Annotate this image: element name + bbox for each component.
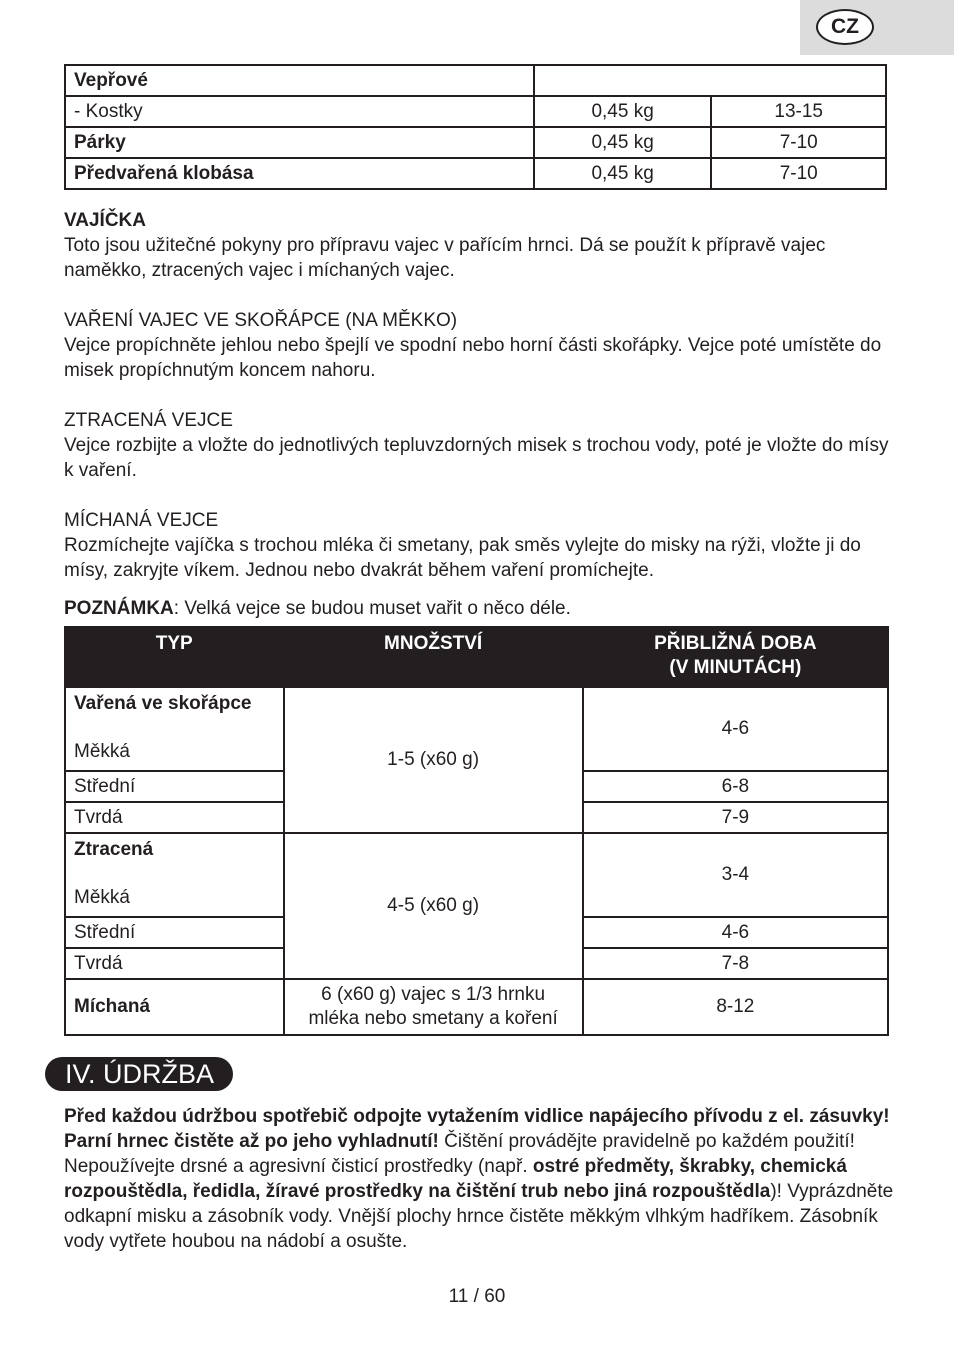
meat-name: Předvařená klobása — [65, 158, 534, 189]
maintenance-forbidden-items: ostré předměty, škrabky, chemická rozpouštědla, ředidla, žíravé prostředky na čištění trub nebo jiná rozpouštědla — [64, 1156, 847, 1202]
header-quantity: MNOŽSTVÍ — [284, 627, 583, 687]
maintenance-heading: IV. ÚDRŽBA — [45, 1057, 233, 1091]
meat-cooking-table — [64, 64, 887, 190]
table-row — [65, 127, 886, 158]
egg-type: Míchaná — [65, 979, 284, 1035]
header-type: TYP — [65, 627, 284, 687]
scrambled-heading: MÍCHANÁ VEJCE — [64, 510, 219, 531]
egg-group-label: Ztracená — [74, 839, 154, 860]
egg-type: Střední — [65, 917, 284, 948]
meat-name: Vepřové — [65, 65, 534, 96]
egg-type-cell — [65, 833, 284, 917]
scrambled-section — [64, 508, 894, 583]
soft-boiled-text: Vejce propíchněte jehlou nebo špejlí ve spodní nebo horní části skořápky. Vejce poté umístěte do misek propíchnutým koncem nahoru. — [64, 335, 882, 381]
egg-quantity-line2: mléka nebo smetany a koření — [308, 1008, 558, 1029]
egg-quantity — [284, 979, 583, 1035]
note — [64, 596, 894, 621]
egg-time: 8-12 — [583, 979, 888, 1035]
note-text: : Velká vejce se budou muset vařit o něco déle. — [173, 598, 571, 619]
egg-time: 7-9 — [583, 802, 888, 833]
maintenance-text-end: )! Vyprázdněte odkapní misku a zásobník vody. Vnější plochy hrnce čistěte měkkým vlhkým hadříkem. Zásobník vody vytřete houbou na nádobí a osušte. — [64, 1181, 894, 1252]
egg-time: 3-4 — [583, 833, 888, 917]
meat-name: Párky — [65, 127, 534, 158]
egg-cooking-table — [64, 626, 889, 1036]
table-row — [65, 158, 886, 189]
poached-text: Vejce rozbijte a vložte do jednotlivých tepluvzdorných misek s trochou vody, poté je vložte do mísy k vaření. — [64, 435, 889, 481]
header-time-line2: (V MINUTÁCH) — [669, 657, 802, 678]
header-time-line1: PŘIBLIŽNÁ DOBA — [654, 633, 817, 654]
eggs-intro-section — [64, 208, 894, 283]
egg-quantity: 1-5 (x60 g) — [284, 687, 583, 833]
egg-time: 6-8 — [583, 771, 888, 802]
maintenance-warning: Před každou údržbou spotřebič odpojte vytažením vidlice napájecího přívodu z el. zásuvky! Parní hrnec čistěte až po jeho vyhladnutí! — [64, 1106, 890, 1152]
soft-boiled-section — [64, 308, 894, 383]
egg-quantity: 4-5 (x60 g) — [284, 833, 583, 979]
scrambled-text: Rozmíchejte vajíčka s trochou mléka či smetany, pak směs vylejte do misky na rýži, vložte ji do mísy, zakryjte víkem. Jednou nebo dvakrát během vaření promíchejte. — [64, 535, 861, 581]
meat-time: 7-10 — [711, 127, 886, 158]
meat-empty-cell — [534, 65, 886, 96]
meat-weight: 0,45 kg — [534, 96, 712, 127]
language-tab — [800, 0, 954, 55]
language-badge: CZ — [816, 9, 874, 45]
poached-heading: ZTRACENÁ VEJCE — [64, 410, 233, 431]
egg-type: Střední — [65, 771, 284, 802]
meat-weight: 0,45 kg — [534, 127, 712, 158]
soft-boiled-heading: VAŘENÍ VAJEC VE SKOŘÁPCE (NA MĚKKO) — [64, 310, 458, 331]
eggs-heading: VAJÍČKA — [64, 210, 146, 231]
meat-time: 13-15 — [711, 96, 886, 127]
meat-weight: 0,45 kg — [534, 158, 712, 189]
egg-type: Tvrdá — [65, 948, 284, 979]
meat-name: - Kostky — [65, 96, 534, 127]
meat-time: 7-10 — [711, 158, 886, 189]
table-row — [65, 833, 888, 917]
egg-time: 7-8 — [583, 948, 888, 979]
header-time — [583, 627, 888, 687]
poached-section — [64, 408, 894, 483]
egg-type: Tvrdá — [65, 802, 284, 833]
page-number: 11 / 60 — [448, 1286, 506, 1307]
table-row — [65, 65, 886, 96]
table-row — [65, 979, 888, 1035]
egg-quantity-line1: 6 (x60 g) vajec s 1/3 hrnku — [321, 984, 546, 1005]
maintenance-text — [64, 1104, 894, 1254]
egg-type-cell — [65, 687, 284, 771]
table-header-row — [65, 627, 888, 687]
egg-type: Měkká — [74, 741, 130, 762]
egg-type: Měkká — [74, 887, 130, 908]
table-row — [65, 96, 886, 127]
egg-time: 4-6 — [583, 917, 888, 948]
table-row — [65, 687, 888, 771]
egg-group-label: Vařená ve skořápce — [74, 693, 252, 714]
eggs-intro-text: Toto jsou užitečné pokyny pro přípravu vajec v pařícím hrnci. Dá se použít k přípravě vajec naměkko, ztracených vajec i míchaných vajec. — [64, 235, 826, 281]
note-label: POZNÁMKA — [64, 598, 174, 619]
maintenance-text-part: Čištění provádějte pravidelně po každém použití! Nepoužívejte drsné a agresivní čisticí prostředky (např. — [64, 1131, 855, 1177]
egg-time: 4-6 — [583, 687, 888, 771]
